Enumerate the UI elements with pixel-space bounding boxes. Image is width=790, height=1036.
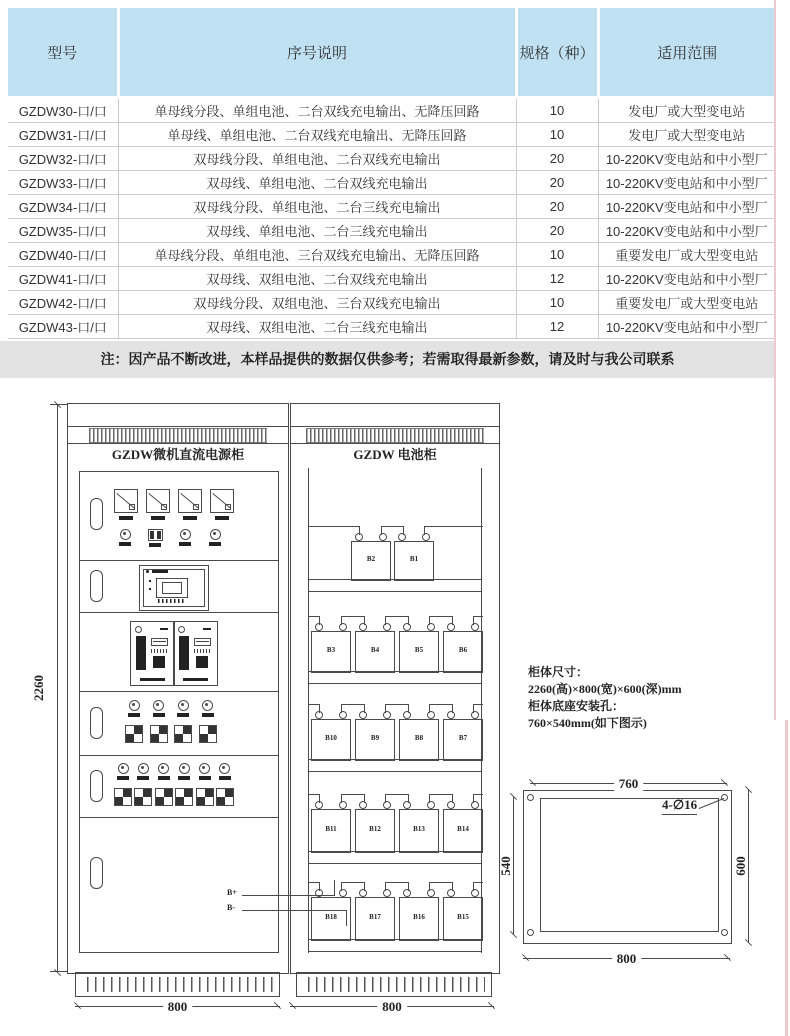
base-top-dim-label: 760 xyxy=(614,776,644,792)
indicator-lamp-icon xyxy=(204,529,226,547)
battery-jumper-wire xyxy=(385,882,409,891)
header-spec-count: 规格（种） xyxy=(516,8,598,98)
table-cell: 双母线分段、单组电池、二台三线充电输出 xyxy=(118,195,516,219)
charger-module xyxy=(173,621,218,686)
battery xyxy=(311,809,351,853)
battery-cabinet-title: GZDW 电池柜 xyxy=(353,447,437,462)
battery xyxy=(351,541,391,581)
cabinet-line xyxy=(291,426,499,427)
battery xyxy=(311,719,351,761)
table-cell: 10 xyxy=(516,98,598,123)
vent-grille xyxy=(306,428,484,443)
power-cabinet-width-label: 800 xyxy=(163,999,193,1015)
battery-label: B10 xyxy=(325,734,337,742)
battery xyxy=(355,631,395,673)
breaker-icon xyxy=(135,763,151,806)
mounting-hole xyxy=(721,929,728,936)
battery xyxy=(399,809,439,853)
battery-label: B16 xyxy=(413,912,425,921)
table-cell: 10-220KV变电站和中小型厂 xyxy=(598,171,775,195)
door-handle xyxy=(90,498,103,530)
table-row xyxy=(8,123,775,147)
meter-icon xyxy=(114,489,138,520)
table-cell: 10-220KV变电站和中小型厂 xyxy=(598,267,775,291)
header-application: 适用范围 xyxy=(598,8,775,98)
table-cell: 12 xyxy=(516,315,598,339)
battery xyxy=(355,897,395,941)
battery-label: B18 xyxy=(325,912,337,921)
battery xyxy=(443,897,483,941)
table-cell: GZDW43-口/口 xyxy=(8,315,118,339)
header-description: 序号说明 xyxy=(118,8,516,98)
battery-positive-wire xyxy=(334,880,335,896)
note-bar: 注：因产品不断改进，本样品提供的数据仅供参考；若需取得最新参数，请及时与我公司联系 xyxy=(0,341,775,378)
indicator-lamp-icon xyxy=(174,529,196,547)
battery xyxy=(443,631,483,673)
breaker-icon xyxy=(197,763,213,806)
indicator-lamp-icon xyxy=(114,529,136,547)
table-row xyxy=(8,195,775,219)
battery-jumper-wire xyxy=(341,616,365,625)
table-cell: 双母线、单组电池、二台双线充电输出 xyxy=(118,171,516,195)
cabinet-line xyxy=(68,426,288,427)
table-cell: 发电厂或大型变电站 xyxy=(598,98,775,123)
switch-block-icon xyxy=(144,529,166,547)
battery-negative-wire xyxy=(346,910,347,926)
battery-label: B4 xyxy=(370,646,380,654)
height-dim-label: 2260 xyxy=(31,675,46,701)
battery xyxy=(443,809,483,853)
breaker-icon xyxy=(115,763,131,806)
table-cell: GZDW34-口/口 xyxy=(8,195,118,219)
height-dim-line xyxy=(57,405,58,972)
specs-size-value: 2260(高)×800(宽)×600(深)mm xyxy=(528,682,682,696)
specs-holes-value: 760×540mm(如下图示) xyxy=(528,716,647,730)
table-cell: 单母线、单组电池、二台双线充电输出、无降压回路 xyxy=(118,123,516,147)
charger-module xyxy=(130,621,175,686)
battery-positive-label: B+ xyxy=(227,888,237,897)
table-cell: GZDW35-口/口 xyxy=(8,219,118,243)
monitor-module xyxy=(139,565,209,611)
table-cell: GZDW33-口/口 xyxy=(8,171,118,195)
page-edge-line xyxy=(774,0,776,720)
lamp-row xyxy=(114,529,226,547)
battery-jumper-wire xyxy=(385,704,409,713)
battery-cabinet-drawing xyxy=(290,403,500,974)
door-handle xyxy=(90,570,103,602)
battery-label: B5 xyxy=(414,646,424,654)
meter-icon xyxy=(146,489,170,520)
table-row xyxy=(8,147,775,171)
battery-end-wire xyxy=(473,882,483,891)
meter-icon xyxy=(178,489,202,520)
table-cell: 单母线分段、单组电池、二台双线充电输出、无降压回路 xyxy=(118,98,516,123)
battery-label: B8 xyxy=(414,734,424,742)
battery-label: B9 xyxy=(370,734,380,742)
battery xyxy=(394,541,434,581)
table-cell: 重要发电厂或大型变电站 xyxy=(598,243,775,267)
door-handle xyxy=(90,707,103,739)
specs-holes-title: 柜体底座安装孔： xyxy=(528,699,625,713)
mounting-hole xyxy=(527,794,534,801)
door-handle xyxy=(90,857,103,889)
battery-jumper-wire xyxy=(381,526,404,535)
breaker-icon xyxy=(176,763,192,806)
battery-end-wire xyxy=(308,704,320,713)
table-cell: 单母线分段、单组电池、三台双线充电输出、无降压回路 xyxy=(118,243,516,267)
table-cell: 双母线、双组电池、二台三线充电输出 xyxy=(118,315,516,339)
section-divider xyxy=(80,755,278,756)
spec-table-body xyxy=(8,98,775,339)
header-model: 型号 xyxy=(8,8,118,98)
battery-label: B14 xyxy=(457,824,469,833)
table-cell: GZDW30-口/口 xyxy=(8,98,118,123)
battery-label: B15 xyxy=(457,912,469,921)
power-cabinet-drawing xyxy=(67,403,289,974)
table-cell: 20 xyxy=(516,171,598,195)
battery xyxy=(355,719,395,761)
table-row xyxy=(8,243,775,267)
battery-end-wire xyxy=(308,794,320,803)
base-bottom-dim-label: 800 xyxy=(612,951,642,967)
battery xyxy=(399,897,439,941)
table-cell: 双母线分段、双组电池、三台双线充电输出 xyxy=(118,291,516,315)
breaker-row xyxy=(126,700,216,743)
cabinet-specs xyxy=(528,664,780,732)
table-cell: 10 xyxy=(516,243,598,267)
breaker-icon xyxy=(175,700,191,743)
table-cell: 10-220KV变电站和中小型厂 xyxy=(598,147,775,171)
battery-jumper-wire xyxy=(385,794,409,803)
breaker-icon xyxy=(156,763,172,806)
meter-row xyxy=(114,489,226,520)
table-cell: 双母线、单组电池、二台三线充电输出 xyxy=(118,219,516,243)
table-cell: 12 xyxy=(516,267,598,291)
table-cell: GZDW41-口/口 xyxy=(8,267,118,291)
battery-end-wire xyxy=(473,616,483,625)
vent-grille xyxy=(89,428,267,443)
battery-label: B17 xyxy=(369,912,381,921)
battery-end-wire xyxy=(424,526,483,535)
table-cell: 20 xyxy=(516,219,598,243)
table-cell: 10 xyxy=(516,123,598,147)
battery-jumper-wire xyxy=(429,704,453,713)
battery-jumper-wire xyxy=(429,616,453,625)
battery-jumper-wire xyxy=(341,882,365,891)
battery-cabinet-width-label: 800 xyxy=(377,999,407,1015)
section-divider xyxy=(80,817,278,818)
battery-label: B6 xyxy=(458,646,468,654)
table-cell: 双母线分段、单组电池、二台双线充电输出 xyxy=(118,147,516,171)
battery-label: B2 xyxy=(366,555,376,564)
battery-label: B7 xyxy=(458,734,468,742)
battery-label: B13 xyxy=(413,824,425,833)
battery-jumper-wire xyxy=(429,794,453,803)
battery-end-wire xyxy=(473,704,483,713)
battery-negative-wire xyxy=(242,910,346,911)
breaker-row xyxy=(115,763,233,806)
page-edge-line xyxy=(785,720,788,1036)
battery-positive-wire xyxy=(242,895,334,896)
table-cell: 双母线、双组电池、二台双线充电输出 xyxy=(118,267,516,291)
table-cell: 10-220KV变电站和中小型厂 xyxy=(598,219,775,243)
breaker-icon xyxy=(151,700,167,743)
battery xyxy=(399,631,439,673)
table-cell: GZDW42-口/口 xyxy=(8,291,118,315)
table-cell: 10 xyxy=(516,291,598,315)
battery-cabinet-plinth xyxy=(296,972,492,997)
breaker-icon xyxy=(200,700,216,743)
power-cabinet-width-dim xyxy=(75,998,280,1014)
table-row xyxy=(8,98,775,123)
battery-cabinet-width-dim xyxy=(290,998,494,1014)
table-cell: 20 xyxy=(516,147,598,171)
specs-size-title: 柜体尺寸： xyxy=(528,665,589,679)
battery-negative-label: B- xyxy=(227,903,235,912)
power-cabinet-title: GZDW微机直流电源柜 xyxy=(111,447,245,462)
table-cell: GZDW32-口/口 xyxy=(8,147,118,171)
table-cell: 20 xyxy=(516,195,598,219)
section-divider xyxy=(80,691,278,692)
battery-jumper-wire xyxy=(429,882,453,891)
power-cabinet-plinth xyxy=(75,972,280,997)
table-row xyxy=(8,219,775,243)
table-cell: 10-220KV变电站和中小型厂 xyxy=(598,195,775,219)
table-cell: 10-220KV变电站和中小型厂 xyxy=(598,315,775,339)
battery-end-wire xyxy=(308,882,320,891)
base-left-dim-label: 540 xyxy=(497,856,513,876)
battery-end-wire xyxy=(308,526,360,535)
mounting-hole xyxy=(527,929,534,936)
table-row xyxy=(8,315,775,339)
battery-jumper-wire xyxy=(385,616,409,625)
battery-jumper-wire xyxy=(341,794,365,803)
battery-label: B11 xyxy=(325,824,337,833)
section-divider xyxy=(80,612,278,613)
base-bottom-dim xyxy=(523,950,730,966)
battery-label: B3 xyxy=(326,646,336,654)
battery xyxy=(443,719,483,761)
battery-end-wire xyxy=(473,794,483,803)
battery xyxy=(399,719,439,761)
door-handle xyxy=(90,770,103,802)
base-top-dim xyxy=(530,775,727,791)
section-divider xyxy=(80,560,278,561)
battery-end-wire xyxy=(308,616,320,625)
holes-count-label: 4-∅16 xyxy=(662,797,697,815)
battery xyxy=(311,897,351,941)
table-cell: GZDW40-口/口 xyxy=(8,243,118,267)
battery-label: B1 xyxy=(409,555,419,564)
battery xyxy=(311,631,351,673)
table-header-row xyxy=(8,8,775,98)
breaker-icon xyxy=(217,763,233,806)
table-row xyxy=(8,267,775,291)
table-cell: 重要发电厂或大型变电站 xyxy=(598,291,775,315)
battery xyxy=(355,809,395,853)
table-cell: GZDW31-口/口 xyxy=(8,123,118,147)
table-cell: 发电厂或大型变电站 xyxy=(598,123,775,147)
spec-table xyxy=(8,8,775,339)
base-inner-rect xyxy=(540,798,719,932)
table-row xyxy=(8,171,775,195)
meter-icon xyxy=(210,489,234,520)
battery-jumper-wire xyxy=(341,704,365,713)
battery-label: B12 xyxy=(369,824,381,833)
breaker-icon xyxy=(126,700,142,743)
power-cabinet-door xyxy=(79,471,279,953)
table-row xyxy=(8,291,775,315)
base-right-dim-label: 600 xyxy=(732,856,748,876)
